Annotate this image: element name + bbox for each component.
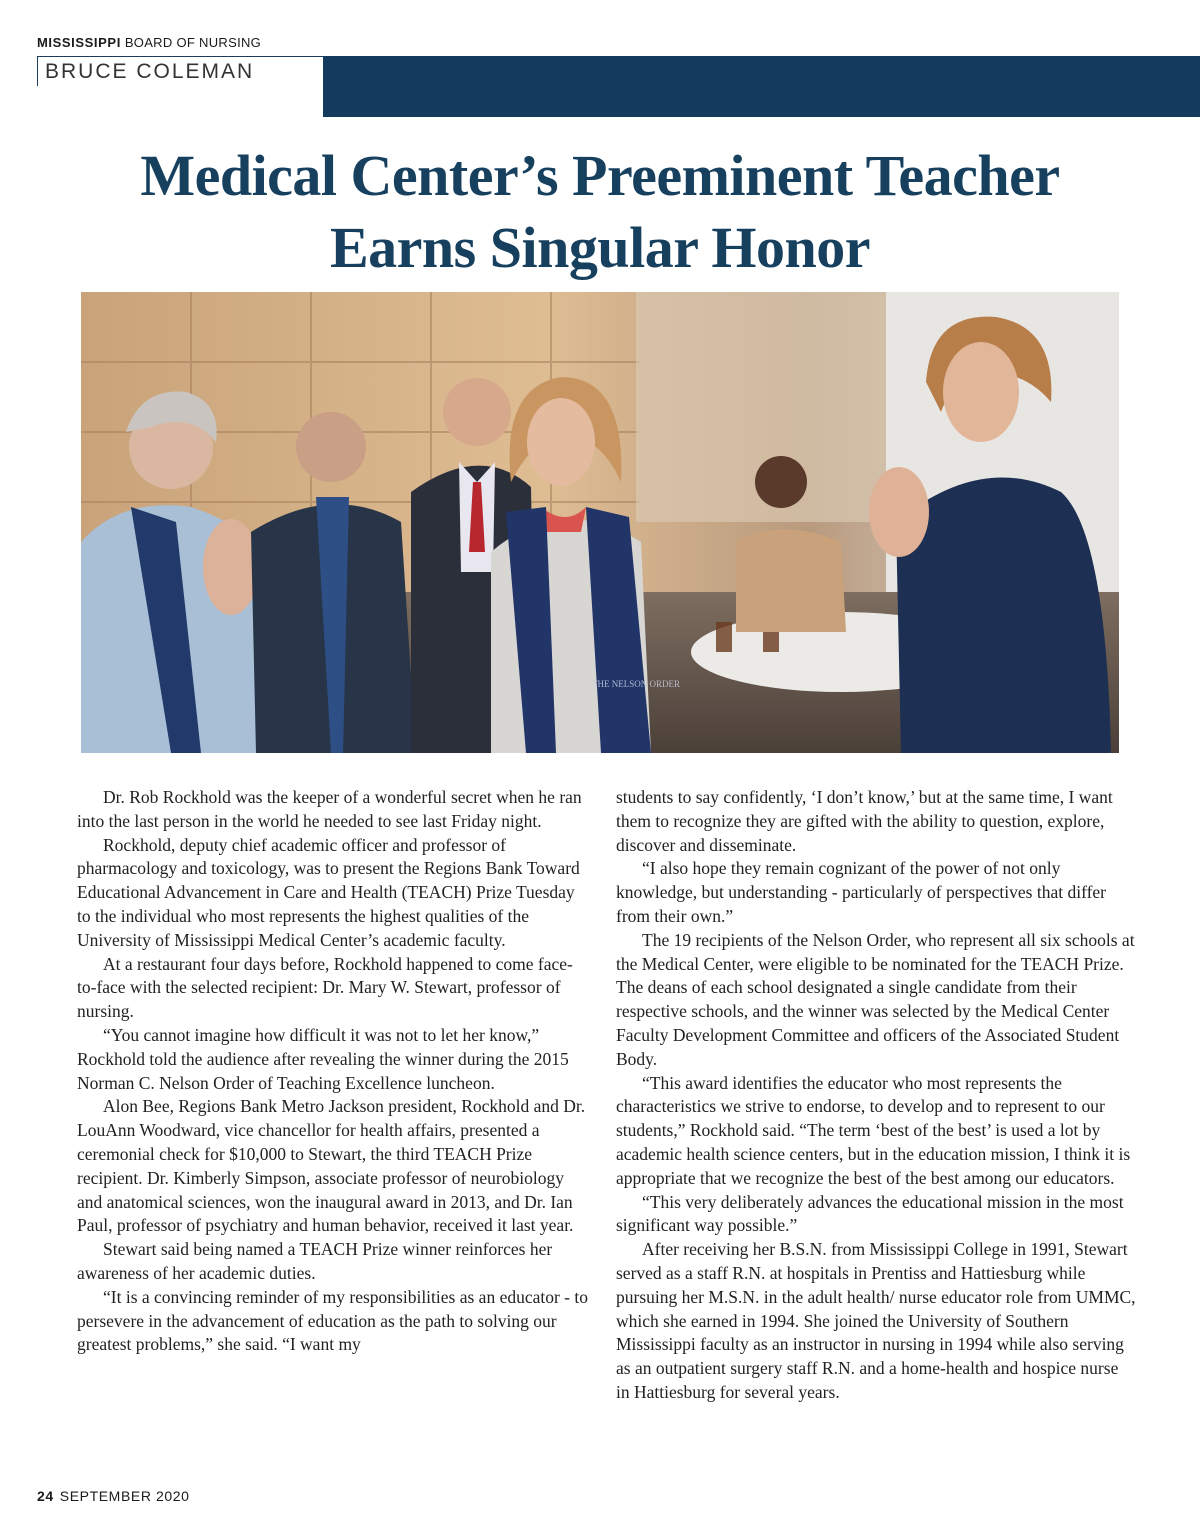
author-byline: BRUCE COLEMAN — [45, 60, 255, 83]
page-number: 24 — [37, 1488, 54, 1504]
paragraph: Dr. Rob Rockhold was the keeper of a wonderful secret when he ran into the last person in the world he needed to see last Friday night. — [77, 787, 582, 831]
issue-date: SEPTEMBER 2020 — [59, 1488, 190, 1504]
paragraph: “It is a convincing reminder of my responsibilities as an educator - to persevere in the advancement of education as the path to solving our greatest problems,” she said. “I want my — [77, 1286, 589, 1355]
publication-name-bold: MISSISSIPPI — [37, 35, 121, 50]
header-color-band — [323, 56, 1200, 117]
paragraph: “You cannot imagine how difficult it was not to let her know,” Rockhold told the audience after revealing the winner during the 2015 Norman C. Nelson Order of Teaching Excellence luncheon. — [77, 1024, 569, 1093]
paragraph: Alon Bee, Regions Bank Metro Jackson president, Rockhold and Dr. LouAnn Woodward, vice chancellor for health affairs, presented a ceremonial check for $10,000 to Stewart, the third TEACH Prize recipient. Dr. Kimberly Simpson, associate professor of neurobiology and anatomical sciences, won the inaugural award in 2013, and Dr. Ian Paul, professor of psychiatry and human behavior, received it last year. — [77, 1096, 586, 1236]
photo-sash-text: THE NELSON ORDER — [592, 679, 680, 689]
article-column-2 — [616, 786, 1136, 1405]
header-rule — [37, 56, 324, 57]
paragraph: The 19 recipients of the Nelson Order, who represent all six schools at the Medical Center, were eligible to be nominated for the TEACH Prize. The deans of each school designated a single candidate from their respective schools, and the winner was selected by the Medical Center Faculty Development Committee and officers of the Associated Student Body. — [616, 929, 1135, 1069]
article-column-1 — [77, 786, 589, 1357]
paragraph: “This very deliberately advances the educational mission in the most significant way possible.” — [616, 1191, 1124, 1236]
paragraph: At a restaurant four days before, Rockhold happened to come face-to-face with the selected recipient: Dr. Mary W. Stewart, professor of nursing. — [77, 953, 573, 1022]
article-title — [0, 140, 1200, 284]
paragraph: “This award identifies the educator who most represents the characteristics we strive to endorse, to develop and to represent to our students,” Rockhold said. “The term ‘best of the best’ is used a lot by academic health science centers, but in the education mission, I think it is appropriate that we recognize the best of the best among our educators. — [616, 1072, 1131, 1188]
paragraph-continued: students to say confidently, ‘I don’t know,’ but at the same time, I want them to recognize they are gifted with the ability to question, explore, discover and disseminate. — [616, 787, 1113, 855]
publication-name — [37, 35, 261, 50]
article-title-line-1: Medical Center’s Preeminent Teacher — [140, 143, 1060, 208]
article-title-line-2: Earns Singular Honor — [329, 215, 871, 280]
article-photo — [81, 292, 1119, 753]
publication-name-rest: BOARD OF NURSING — [124, 35, 262, 50]
paragraph: “I also hope they remain cognizant of the power of not only knowledge, but understanding - particularly of perspectives that differ from their own.” — [616, 858, 1107, 926]
header-rule-tick — [37, 56, 38, 86]
paragraph: After receiving her B.S.N. from Mississippi College in 1991, Stewart served as a staff R.N. at hospitals in Prentiss and Hattiesburg while pursuing her M.S.N. in the adult health/ nurse educator role from UMMC, which she earned in 1994. She joined the University of Southern Mississippi faculty as an instructor in nursing in 1994 while also serving as an outpatient surgery staff R.N. and a home-health and hospice nurse in Hattiesburg for several years. — [616, 1239, 1136, 1402]
paragraph: Rockhold, deputy chief academic officer and professor of pharmacology and toxicology, was to present the Regions Bank Toward Educational Advancement in Care and Health (TEACH) Prize Tuesday to the individual who most represents the highest qualities of the University of Mississippi Medical Center’s academic faculty. — [77, 834, 580, 950]
page-footer — [37, 1488, 190, 1504]
paragraph: Stewart said being named a TEACH Prize winner reinforces her awareness of her academic duties. — [77, 1239, 553, 1283]
